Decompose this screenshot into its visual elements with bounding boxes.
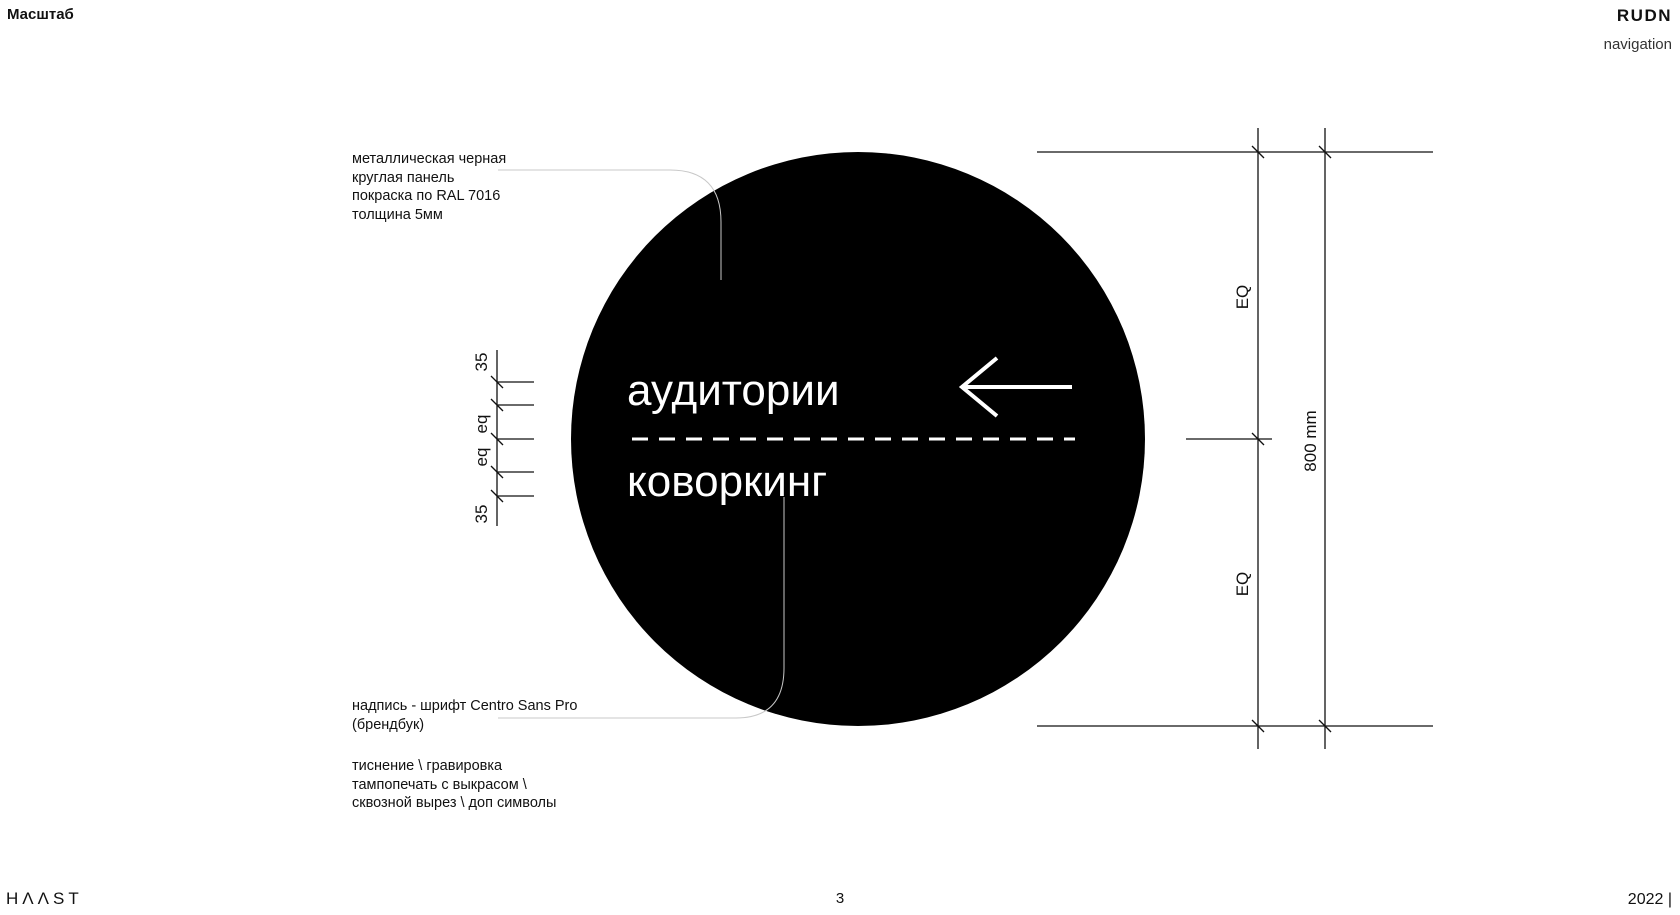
dimension-eq-1: eq bbox=[472, 414, 491, 434]
brand-name: RUDN bbox=[1616, 6, 1672, 25]
note-methods-line: тиснение \ гравировка bbox=[352, 758, 503, 774]
note-methods-line: тампопечать с выкрасом \ bbox=[352, 776, 527, 793]
page-number: 3 bbox=[835, 890, 845, 907]
dimension-diameter: 800 mm bbox=[1301, 410, 1320, 472]
note-font bbox=[352, 697, 577, 734]
haast-logo: HΛΛST bbox=[6, 889, 83, 908]
sign-line-2: коворкинг bbox=[627, 457, 828, 506]
footer-year: 2022 | bbox=[1627, 891, 1672, 908]
dimension-35-bottom: 35 bbox=[472, 504, 491, 524]
note-panel-line: толщина 5мм bbox=[352, 206, 443, 223]
note-methods bbox=[352, 757, 556, 813]
note-font-line: (брендбук) bbox=[352, 716, 425, 733]
note-font-line: надпись - шрифт Centro Sans Pro bbox=[352, 698, 578, 714]
dimension-lines-left bbox=[491, 350, 534, 526]
dimension-eq-2: eq bbox=[472, 447, 491, 467]
note-panel-line: покраска по RAL 7016 bbox=[352, 188, 501, 204]
dimension-eq-top: EQ bbox=[1233, 284, 1252, 310]
dimension-eq-bottom: EQ bbox=[1233, 571, 1252, 597]
sign-line-1: аудитории bbox=[627, 366, 840, 415]
note-methods-line: сквозной вырез \ доп символы bbox=[352, 795, 557, 811]
note-panel-line: круглая панель bbox=[352, 169, 455, 186]
brand-subtitle: navigation bbox=[1603, 36, 1672, 53]
dimension-35-top: 35 bbox=[472, 352, 491, 372]
note-panel-line: металлическая черная bbox=[352, 151, 507, 167]
note-panel bbox=[352, 150, 506, 224]
section-title: Масштаб bbox=[7, 6, 74, 23]
